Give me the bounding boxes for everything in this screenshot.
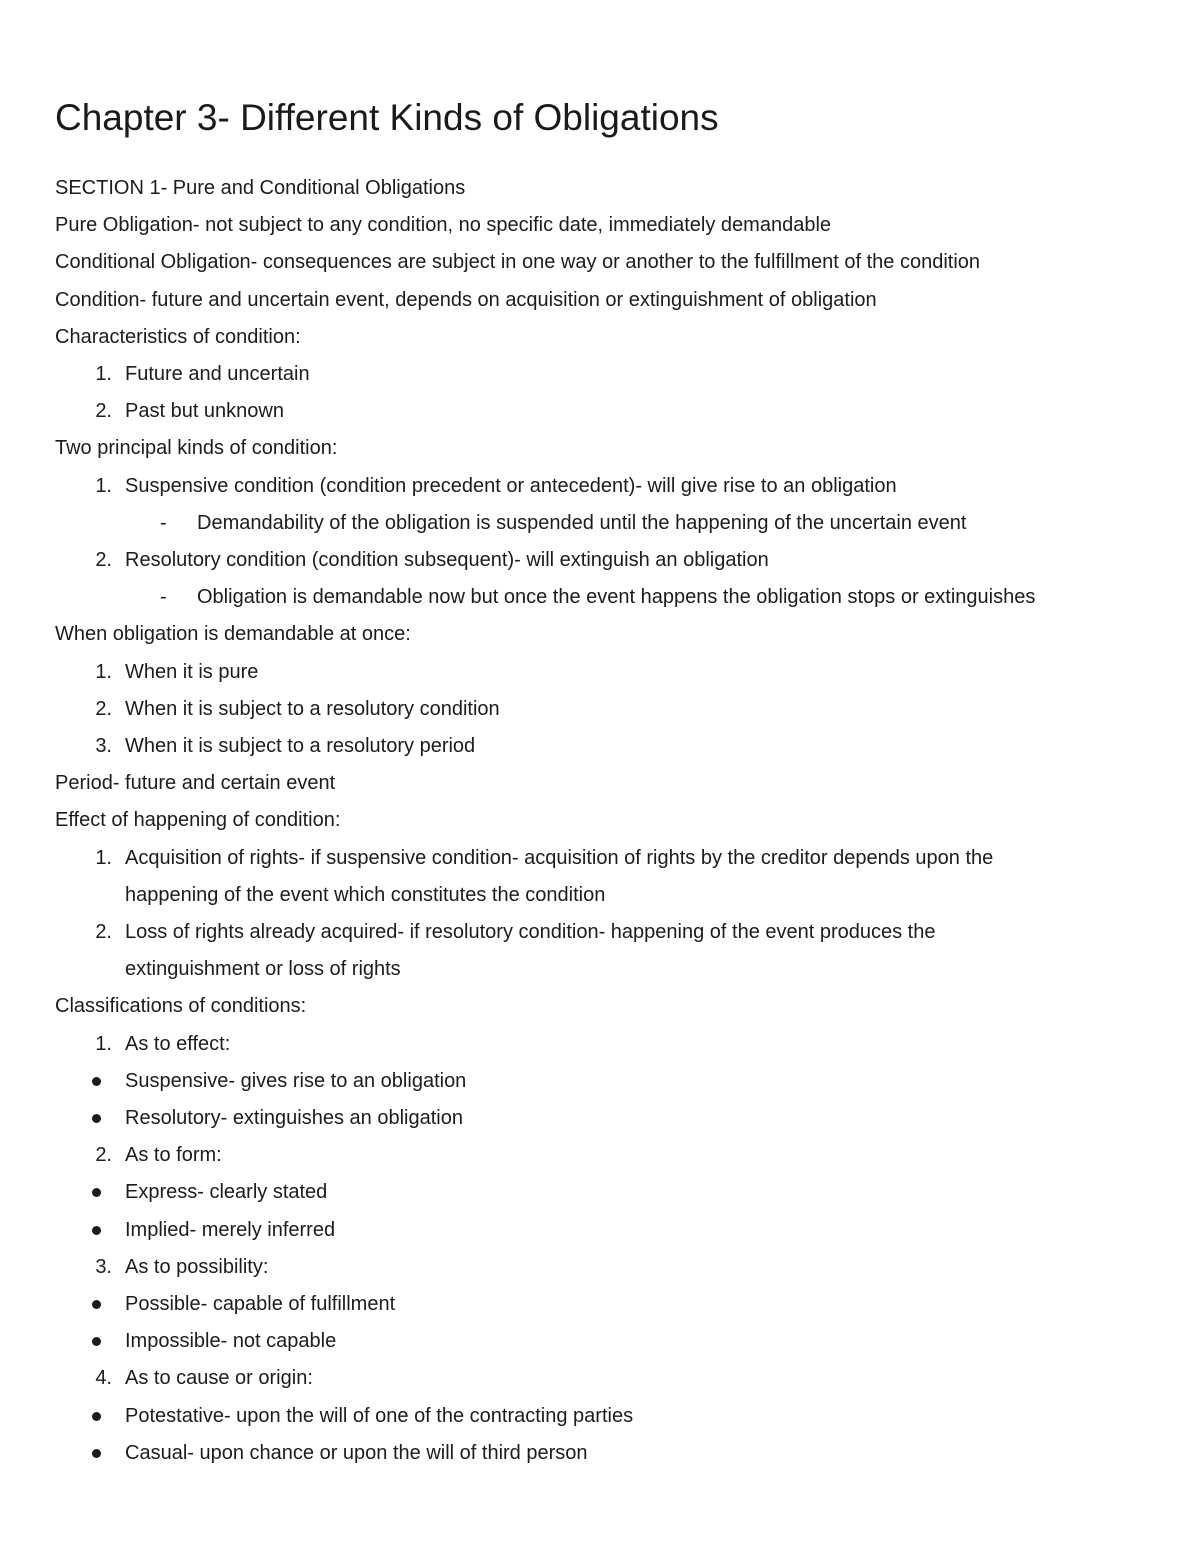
bullet-icon [92,1188,101,1197]
numbered-list-item: As to form: [125,1144,222,1166]
list-number: 3. [95,735,112,757]
list-item-continuation: extinguishment or loss of rights [125,958,401,980]
text-line: Pure Obligation- not subject to any condition, no specific date, immediately demandable [55,214,832,236]
bullet-list-item: Suspensive- gives rise to an obligation [125,1070,467,1092]
list-number: 2. [95,698,112,720]
numbered-list-item: When it is pure [125,661,259,683]
numbered-list-item: Resolutory condition (condition subsequent)- will extinguish an obligation [125,549,769,571]
list-number: 2. [95,400,112,422]
list-number: 1. [95,661,112,683]
numbered-list-item: When it is subject to a resolutory condition [125,698,500,720]
text-line: When obligation is demandable at once: [55,623,411,645]
list-number: 4. [95,1367,112,1389]
list-number: 2. [95,1144,112,1166]
text-line: Condition- future and uncertain event, depends on acquisition or extinguishment of obligation [55,289,877,311]
bullet-icon [92,1226,101,1235]
numbered-list-item: Past but unknown [125,400,284,422]
numbered-list-item: Loss of rights already acquired- if resolutory condition- happening of the event produces the [125,921,936,943]
numbered-list-item: As to cause or origin: [125,1367,313,1389]
list-number: 1. [95,475,112,497]
text-line: Classifications of conditions: [55,995,307,1017]
numbered-list-item: Future and uncertain [125,363,310,385]
list-number: 1. [95,363,112,385]
list-number: 1. [95,1033,112,1055]
text-line: Conditional Obligation- consequences are subject in one way or another to the fulfillment of the condition [55,251,981,273]
text-line: Period- future and certain event [55,772,336,794]
text-line: Characteristics of condition: [55,326,301,348]
bullet-icon [92,1300,101,1309]
text-line: Two principal kinds of condition: [55,437,338,459]
list-number: 2. [95,921,112,943]
sub-list-item: Obligation is demandable now but once the event happens the obligation stops or extinguishes [197,586,1036,608]
bullet-list-item: Implied- merely inferred [125,1219,336,1241]
bullet-list-item: Potestative- upon the will of one of the contracting parties [125,1405,634,1427]
bullet-icon [92,1337,101,1346]
page-title: Chapter 3- Different Kinds of Obligations [55,97,719,138]
numbered-list-item: Suspensive condition (condition precedent or antecedent)- will give rise to an obligation [125,475,897,497]
bullet-icon [92,1077,101,1086]
numbered-list-item: As to possibility: [125,1256,269,1278]
bullet-list-item: Express- clearly stated [125,1181,328,1203]
dash-marker: - [160,586,167,608]
bullet-list-item: Possible- capable of fulfillment [125,1293,396,1315]
text-line: SECTION 1- Pure and Conditional Obligations [55,177,466,199]
bullet-list-item: Resolutory- extinguishes an obligation [125,1107,463,1129]
text-line: Effect of happening of condition: [55,809,341,831]
numbered-list-item: Acquisition of rights- if suspensive condition- acquisition of rights by the creditor depends upon the [125,847,994,869]
list-number: 1. [95,847,112,869]
bullet-list-item: Impossible- not capable [125,1330,337,1352]
numbered-list-item: When it is subject to a resolutory period [125,735,476,757]
bullet-icon [92,1412,101,1421]
list-number: 2. [95,549,112,571]
dash-marker: - [160,512,167,534]
list-item-continuation: happening of the event which constitutes the condition [125,884,606,906]
bullet-icon [92,1114,101,1123]
bullet-list-item: Casual- upon chance or upon the will of third person [125,1442,588,1464]
bullet-icon [92,1449,101,1458]
sub-list-item: Demandability of the obligation is suspended until the happening of the uncertain event [197,512,967,534]
list-number: 3. [95,1256,112,1278]
numbered-list-item: As to effect: [125,1033,231,1055]
